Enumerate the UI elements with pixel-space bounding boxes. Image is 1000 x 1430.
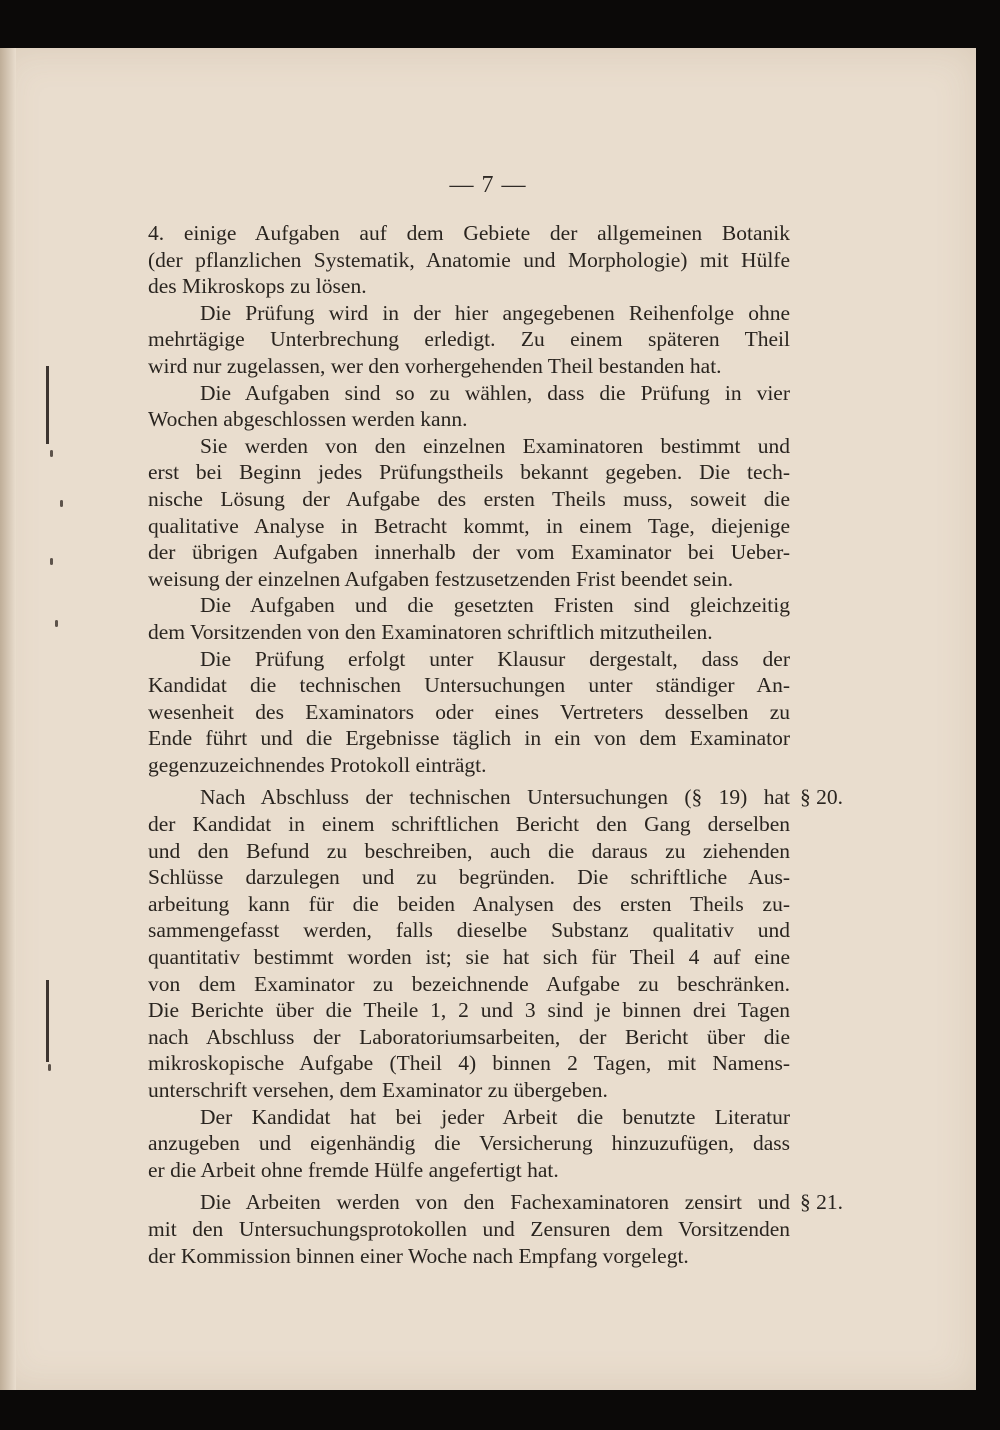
section-marker: § 21. [800,1190,843,1215]
text-line: dem Vorsitzenden von den Examinatoren schriftlich mitzutheilen. [148,619,713,644]
text-line: Sie werden von den einzelnen Examinatoren bestimmt und [200,433,790,458]
text-line: erst bei Beginn jedes Prüfungstheils bekannt gegeben. Die tech- [148,460,790,485]
text-line: (der pflanzlichen Systematik, Anatomie und Morphologie) mit Hülfe [148,247,790,272]
text-line: Die Prüfung erfolgt unter Klausur dergestalt, dass der [200,646,790,671]
text-line: Der Kandidat hat bei jeder Arbeit die benutzte Literatur [200,1104,790,1129]
text-line: quantitativ bestimmt worden ist; sie hat sich für Theil 4 auf eine [148,945,790,970]
show-through-speck [50,558,53,565]
text-line: er die Arbeit ohne fremde Hülfe angefertigt hat. [148,1157,559,1182]
text-line: der Kommission binnen einer Woche nach Empfang vorgelegt. [148,1243,689,1268]
text-line: arbeitung kann für die beiden Analysen des ersten Theils zu- [148,891,790,916]
text-line: Nach Abschluss der technischen Untersuchungen (§ 19) hat [200,785,790,810]
paragraph [148,220,790,300]
page-gutter-shadow [0,48,16,1390]
show-through-speck [55,620,58,627]
text-line: Schlüsse darzulegen und zu begründen. Die schriftliche Aus- [148,865,790,890]
text-line: nische Lösung der Aufgabe des ersten Theils muss, soweit die [148,486,790,511]
text-line: Wochen abgeschlossen werden kann. [148,407,468,432]
text-line: mit den Untersuchungsprotokollen und Zensuren dem Vorsitzenden [148,1216,790,1241]
paragraph [148,646,790,779]
show-through-mark [46,980,49,1062]
text-line: unterschrift versehen, dem Examinator zu übergeben. [148,1078,608,1102]
section-marker: § 20. [800,785,843,810]
text-line: von dem Examinator zu bezeichnende Aufgabe zu beschränken. [148,971,790,996]
text-line: Die Aufgaben und die gesetzten Fristen sind gleichzeitig [200,593,790,618]
page-number: — 7 — [449,172,527,198]
text-line: Kandidat die technischen Untersuchungen unter ständiger An- [148,673,790,698]
paragraph [148,784,843,1103]
text-line: der übrigen Aufgaben innerhalb der vom Examinator bei Ueber- [148,540,790,565]
text-line: 4. einige Aufgaben auf dem Gebiete der allgemeinen Botanik [148,221,790,245]
paragraph [148,1104,790,1184]
text-line: und den Befund zu beschreiben, auch die daraus zu ziehenden [148,838,790,863]
paragraph [148,380,790,433]
text-line: Ende führt und die Ergebnisse täglich in ein von dem Examinator [148,726,790,751]
text-line: des Mikroskops zu lösen. [148,274,367,299]
text-line: nach Abschluss der Laboratoriumsarbeiten, der Bericht über die [148,1024,790,1049]
text-line: gegenzuzeichnendes Protokoll einträgt. [148,752,487,777]
show-through-speck [48,1064,51,1071]
text-line: der Kandidat in einem schriftlichen Bericht den Gang derselben [148,812,790,837]
text-line: Die Arbeiten werden von den Fachexaminatoren zensirt und [200,1190,790,1215]
text-line: sammengefasst werden, falls dieselbe Substanz qualitativ und [148,918,790,943]
text-line: wesenheit des Examinators oder eines Vertreters desselben zu [148,699,790,724]
paragraph [148,592,790,645]
text-line: Die Berichte über die Theile 1, 2 und 3 sind je binnen drei Tagen [148,998,790,1023]
text-line: weisung der einzelnen Aufgaben festzusetzenden Frist beendet sein. [148,566,734,591]
body-text [148,220,843,1269]
paragraph [148,300,790,380]
text-line: qualitative Analyse in Betracht kommt, in einem Tage, diejenige [148,513,790,538]
show-through-speck [60,500,63,507]
show-through-speck [50,450,53,457]
text-line: mehrtägige Unterbrechung erledigt. Zu einem späteren Theil [148,327,790,352]
paragraph [148,433,790,593]
text-line: wird nur zugelassen, wer den vorhergehenden Theil bestanden hat. [148,353,722,378]
text-line: anzugeben und eigenhändig die Versicherung hinzuzufügen, dass [148,1131,790,1156]
text-line: Die Prüfung wird in der hier angegebenen Reihenfolge ohne [200,300,790,325]
book-page [0,48,976,1390]
text-line: Die Aufgaben sind so zu wählen, dass die Prüfung in vier [200,380,790,405]
paragraph [148,1189,843,1269]
show-through-mark [46,366,49,444]
text-line: mikroskopische Aufgabe (Theil 4) binnen 2 Tagen, mit Namens- [148,1051,790,1076]
